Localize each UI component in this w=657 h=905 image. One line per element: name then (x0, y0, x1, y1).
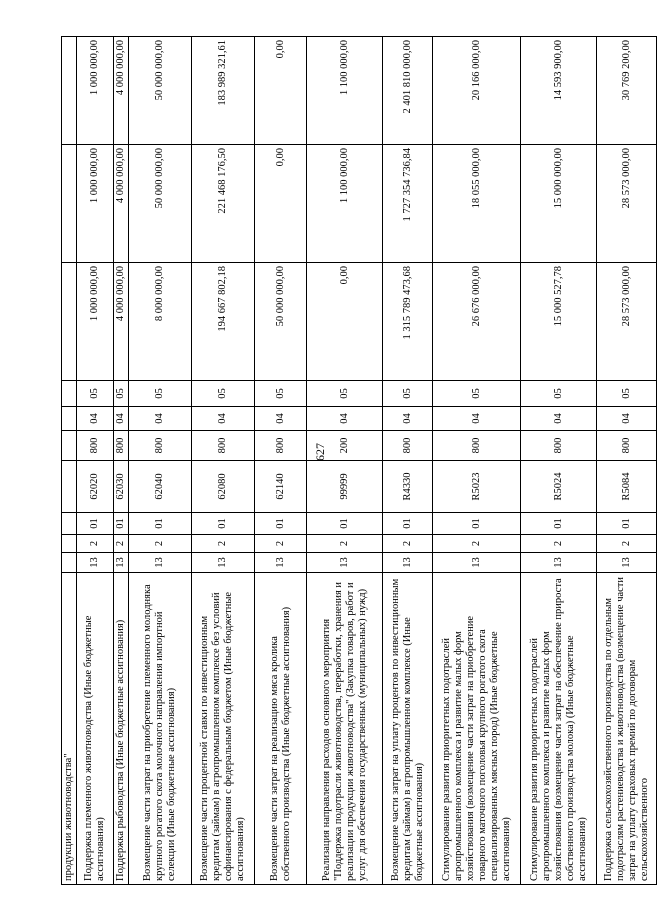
code-1: 13 (383, 553, 433, 573)
code-6: 04 (597, 407, 657, 431)
code-5: 800 (255, 431, 307, 461)
code-7: 05 (597, 381, 657, 407)
amount-3: 1 000 000,00 (77, 37, 114, 145)
code-2: 2 (255, 535, 307, 553)
code-3: 01 (521, 513, 597, 535)
code-6: 04 (77, 407, 114, 431)
amount-2: 1 727 354 736,84 (383, 145, 433, 263)
code-3: 01 (597, 513, 657, 535)
table-row (77, 37, 114, 885)
amount-1: 50 000 000,00 (255, 263, 307, 381)
code-2: 2 (114, 535, 129, 553)
code-4: 62080 (192, 461, 255, 513)
table-row (597, 37, 657, 885)
amount-2: 18 055 000,00 (433, 145, 521, 263)
code-1: 13 (114, 553, 129, 573)
code-7: 05 (255, 381, 307, 407)
amount-1: 4 000 000,00 (114, 263, 129, 381)
code-7: 05 (77, 381, 114, 407)
table-row (521, 37, 597, 885)
code-4: R5023 (433, 461, 521, 513)
amount-3: 183 989 321,61 (192, 37, 255, 145)
code-4: 62040 (129, 461, 192, 513)
code-1: 13 (521, 553, 597, 573)
code-5: 800 (77, 431, 114, 461)
code-1: 13 (307, 553, 383, 573)
amount-3: 14 593 900,00 (521, 37, 597, 145)
code-5: 800 (114, 431, 129, 461)
code-6: 04 (307, 407, 383, 431)
code-4: R5024 (521, 461, 597, 513)
table-row (307, 37, 383, 885)
code-3: 01 (129, 513, 192, 535)
amount-1: 194 667 802,18 (192, 263, 255, 381)
code-5: 800 (192, 431, 255, 461)
code-6: 04 (114, 407, 129, 431)
amount-1: 1 000 000,00 (77, 263, 114, 381)
code-4: 99999 (307, 461, 383, 513)
row-name: Поддержка рыбоводства (Иные бюджетные ассигнования) (114, 573, 129, 885)
code-6: 04 (255, 407, 307, 431)
code-3: 01 (77, 513, 114, 535)
amount-1: 26 676 000,00 (433, 263, 521, 381)
amount-1: 15 000 527,78 (521, 263, 597, 381)
code-7: 05 (114, 381, 129, 407)
budget-table (61, 36, 657, 885)
code-7: 05 (307, 381, 383, 407)
code-1: 13 (192, 553, 255, 573)
amount-3: 1 100 000,00 (307, 37, 383, 145)
code-5: 800 (383, 431, 433, 461)
code-2: 2 (433, 535, 521, 553)
code-5: 800 (129, 431, 192, 461)
amount-1: 0,00 (307, 263, 383, 381)
table-row (114, 37, 129, 885)
table-row (192, 37, 255, 885)
code-4: 62020 (77, 461, 114, 513)
amount-3: 4 000 000,00 (114, 37, 129, 145)
code-6: 04 (129, 407, 192, 431)
row-name: Возмещение части затрат на реализацию мяса кролика собственного производства (Иные бюджетные ассигнования) (255, 573, 307, 885)
amount-2: 50 000 000,00 (129, 145, 192, 263)
row-name: Возмещение части затрат на приобретение племенного молодняка крупного рогатого скота молочного направления импортной селекции (Иные бюджетные ассигнования) (129, 573, 192, 885)
code-2: 2 (383, 535, 433, 553)
table-row (433, 37, 521, 885)
code-6: 04 (192, 407, 255, 431)
amount-1: 28 573 000,00 (597, 263, 657, 381)
rotated-page-content (61, 37, 650, 885)
code-1: 13 (597, 553, 657, 573)
code-2: 2 (192, 535, 255, 553)
row-name: Стимулирование развития приоритетных подотраслей агропромышленного комплекса и развитие малых форм хозяйствования (возмещение части затрат на обеспечение прироста собственного производства молока) (Иные бюджетные ассигнования) (521, 573, 597, 885)
code-4: 62140 (255, 461, 307, 513)
amount-2: 1 000 000,00 (77, 145, 114, 263)
code-1: 13 (129, 553, 192, 573)
code-3: 01 (114, 513, 129, 535)
code-2: 2 (521, 535, 597, 553)
code-7: 05 (383, 381, 433, 407)
amount-2: 15 000 000,00 (521, 145, 597, 263)
row-name: Возмещение части затрат на уплату процентов по инвестиционным кредитам (займам) в агропромышленном комплексе (Иные бюджетные ассигнования) (383, 573, 433, 885)
code-1: 13 (255, 553, 307, 573)
amount-2: 1 100 000,00 (307, 145, 383, 263)
amount-2: 0,00 (255, 145, 307, 263)
code-1: 13 (433, 553, 521, 573)
code-3: 01 (433, 513, 521, 535)
code-4: R5084 (597, 461, 657, 513)
amount-3: 20 166 000,00 (433, 37, 521, 145)
table-row (383, 37, 433, 885)
code-2: 2 (597, 535, 657, 553)
row-name: продукции животноводства" (62, 573, 77, 885)
code-5: 800 (597, 431, 657, 461)
code-3: 01 (255, 513, 307, 535)
code-7: 05 (129, 381, 192, 407)
code-1: 13 (77, 553, 114, 573)
amount-3: 50 000 000,00 (129, 37, 192, 145)
row-name: Реализация направления расходов основного мероприятия "Поддержка подотрасли животноводства, переработки, хранения и реализации продукции животноводства" (Закупка товаров, работ и услуг для обеспечения государственных (муниципальных) нужд) (307, 573, 383, 885)
code-7: 05 (521, 381, 597, 407)
amount-1: 8 000 000,00 (129, 263, 192, 381)
code-2: 2 (77, 535, 114, 553)
row-name: Стимулирование развития приоритетных подотраслей агропромышленного комплекса и развитие малых форм хозяйствования (возмещение части затрат на приобретение товарного маточного поголовья крупного рогатого скота специализированных мясных пород) (Иные бюджетные ассигнования) (433, 573, 521, 885)
code-4: 62030 (114, 461, 129, 513)
row-name: Поддержка племенного животноводства (Иные бюджетные ассигнования) (77, 573, 114, 885)
code-5: 200 (307, 431, 383, 461)
code-6: 04 (433, 407, 521, 431)
code-3: 01 (383, 513, 433, 535)
code-3: 01 (192, 513, 255, 535)
table-row (255, 37, 307, 885)
amount-2: 4 000 000,00 (114, 145, 129, 263)
row-name: Поддержка сельскохозяйственного производства по отдельным подотраслям растениеводства и животноводства (возмещение части затрат на уплату страховых премий по договорам сельскохозяйственного (597, 573, 657, 885)
amount-1: 1 315 789 473,68 (383, 263, 433, 381)
code-2: 2 (307, 535, 383, 553)
code-5: 800 (433, 431, 521, 461)
code-7: 05 (192, 381, 255, 407)
amount-3: 30 769 200,00 (597, 37, 657, 145)
code-5: 800 (521, 431, 597, 461)
row-name: Возмещение части процентной ставки по инвестиционным кредитам (займам) в агропромышленном комплексе без условий софинансирования с федеральным бюджетом (Иные бюджетные ассигнования) (192, 573, 255, 885)
amount-3: 0,00 (255, 37, 307, 145)
amount-2: 221 468 176,50 (192, 145, 255, 263)
code-2: 2 (129, 535, 192, 553)
code-4: R4330 (383, 461, 433, 513)
amount-2: 28 573 000,00 (597, 145, 657, 263)
table-row (62, 37, 77, 885)
code-6: 04 (383, 407, 433, 431)
amount-3: 2 401 810 000,00 (383, 37, 433, 145)
code-7: 05 (433, 381, 521, 407)
table-row (129, 37, 192, 885)
code-6: 04 (521, 407, 597, 431)
page-number: 627 (313, 443, 327, 461)
code-3: 01 (307, 513, 383, 535)
